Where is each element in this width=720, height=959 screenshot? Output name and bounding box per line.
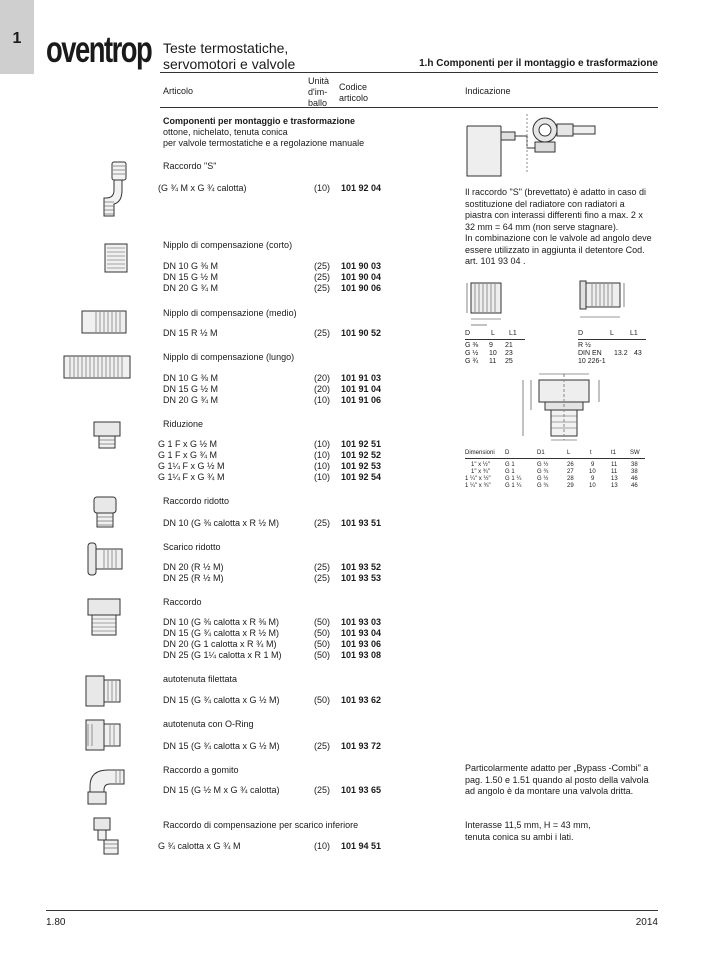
row-desc: G 1¼ F x G ½ M xyxy=(158,461,225,471)
row-desc: DN 20 (G 1 calotta x R ¾ M) xyxy=(163,639,277,649)
nipple-right-row: R ½ xyxy=(578,342,591,349)
row-code: 101 90 04 xyxy=(341,272,382,282)
nipple-table-right-rule xyxy=(578,339,646,340)
row-desc: DN 25 (G 1¼ calotta x R 1 M) xyxy=(163,650,282,660)
row-code: 101 93 52 xyxy=(341,562,382,572)
row-unit: (20) xyxy=(314,384,331,394)
row-code: 101 92 52 xyxy=(341,450,382,460)
row-desc: DN 15 (G ¾ calotta x G ½ M) xyxy=(163,695,280,705)
row-unit: (10) xyxy=(314,450,331,460)
group-title: autotenuta con O-Ring xyxy=(163,719,254,729)
title-line-1: Teste termostatiche, xyxy=(163,40,289,56)
row-unit: (25) xyxy=(314,785,331,795)
row-code: 101 91 03 xyxy=(341,373,382,383)
row-unit: (25) xyxy=(314,328,331,338)
raccordo-s-illustration xyxy=(100,160,130,218)
group-title: Nipplo di compensazione (lungo) xyxy=(163,352,295,362)
column-header-rule xyxy=(160,107,658,108)
row-unit: (50) xyxy=(314,695,331,705)
row-unit: (10) xyxy=(314,461,331,471)
row-desc: DN 15 (G ¾ calotta x G ½ M) xyxy=(163,741,280,751)
reduction-table-header: Dimensioni D D1 L t t1 SW xyxy=(465,450,640,456)
row-desc: DN 15 R ½ M xyxy=(163,328,218,338)
nipple-right-row: 10 226-1 xyxy=(578,358,606,365)
row-code: 101 92 54 xyxy=(341,472,382,482)
raccordo-s-installation-drawing xyxy=(465,112,605,178)
row-unit: (25) xyxy=(314,573,331,583)
reduction-row: 1 ¼" x ½" G 1 ¼ G ½ 28 9 13 46 xyxy=(465,476,638,482)
row-code: 101 93 53 xyxy=(341,573,382,583)
page-title xyxy=(163,40,295,72)
reduction-row: 1 ¼" x ¾" G 1 ¼ G ¾ 29 10 13 46 xyxy=(465,483,638,489)
nipple-short-illustration xyxy=(103,242,129,274)
row-desc: G 1¼ F x G ¾ M xyxy=(158,472,225,482)
row-unit: (25) xyxy=(314,272,331,282)
row-code: 101 91 06 xyxy=(341,395,382,405)
row-desc: DN 15 G ½ M xyxy=(163,272,219,282)
brand-logo: oventrop xyxy=(46,29,152,70)
group-title: Nipplo di compensazione (medio) xyxy=(163,308,297,318)
row-unit: (10) xyxy=(314,841,331,851)
nipple-dimension-drawing-left xyxy=(465,275,525,329)
row-code: 101 92 51 xyxy=(341,439,382,449)
row-desc: G 1 F x G ½ M xyxy=(158,439,218,449)
row-unit: (50) xyxy=(314,650,331,660)
row-code: 101 94 51 xyxy=(341,841,382,851)
intro-line-2: per valvole termostatiche e a regolazione manuale xyxy=(163,138,365,148)
row-desc: (G ¾ M x G ¾ calotta) xyxy=(158,183,247,193)
row-desc: DN 15 G ½ M xyxy=(163,384,219,394)
reduction-illustration xyxy=(92,418,122,450)
row-desc: DN 20 (R ½ M) xyxy=(163,562,224,572)
row-unit: (10) xyxy=(314,472,331,482)
row-code: 101 93 06 xyxy=(341,639,382,649)
nipple-dimension-drawing-right xyxy=(578,275,638,329)
reduction-dimension-drawing xyxy=(515,370,611,442)
page-number: 1.80 xyxy=(46,917,66,928)
reduction-table-rule xyxy=(465,458,645,459)
row-desc: DN 25 (R ½ M) xyxy=(163,573,224,583)
title-line-2: servomotori e valvole xyxy=(163,56,296,72)
row-unit: (50) xyxy=(314,639,331,649)
nipple-medium-illustration xyxy=(80,307,130,337)
row-desc: DN 10 (G ⅜ calotta x R ½ M) xyxy=(163,518,280,528)
group-title: Scarico ridotto xyxy=(163,542,221,552)
group-title: Nipplo di compensazione (corto) xyxy=(163,240,293,250)
row-code: 101 93 65 xyxy=(341,785,382,795)
row-unit: (10) xyxy=(314,439,331,449)
raccordo-gomito-illustration xyxy=(84,762,134,806)
row-code: 101 90 52 xyxy=(341,328,382,338)
intro-line-1: ottone, nichelato, tenuta conica xyxy=(163,127,288,137)
row-unit: (25) xyxy=(314,283,331,293)
row-code: 101 93 04 xyxy=(341,628,382,638)
row-code: 101 90 03 xyxy=(341,261,382,271)
row-desc: G ¾ calotta x G ¾ M xyxy=(158,841,241,851)
group-title: Raccordo di compensazione per scarico inferiore xyxy=(163,820,359,830)
row-desc: DN 15 (G ¾ calotta x R ½ M) xyxy=(163,628,280,638)
group-title: Raccordo xyxy=(163,597,202,607)
row-code: 101 93 08 xyxy=(341,650,382,660)
col-header-articolo: Articolo xyxy=(163,86,194,96)
row-code: 101 90 06 xyxy=(341,283,382,293)
row-unit: (10) xyxy=(314,395,331,405)
row-code: 101 92 53 xyxy=(341,461,382,471)
footer-year: 2014 xyxy=(635,917,658,928)
row-unit: (20) xyxy=(314,373,331,383)
desc-raccordo-gomito: Particolarmente adatto per „Bypass -Combi" a pag. 1.50 e 1.51 quando al posto della valvola ad angolo è da montare una valvola dritta. xyxy=(465,763,649,796)
row-code: 101 93 62 xyxy=(341,695,382,705)
autotenuta-filettata-illustration xyxy=(84,672,124,710)
raccordo-ridotto-illustration xyxy=(90,495,120,529)
group-title: Raccordo "S" xyxy=(163,161,217,171)
row-code: 101 93 72 xyxy=(341,741,382,751)
reduction-row: 1" x ½" G 1 G ½ 26 9 11 38 xyxy=(471,462,638,468)
row-unit: (25) xyxy=(314,261,331,271)
section-title: 1.h Componenti per il montaggio e trasformazione xyxy=(419,58,658,69)
row-desc: G 1 F x G ¾ M xyxy=(158,450,218,460)
row-unit: (25) xyxy=(314,518,331,528)
row-desc: DN 10 G ⅜ M xyxy=(163,373,219,383)
row-unit: (50) xyxy=(314,628,331,638)
row-unit: (10) xyxy=(314,183,331,193)
raccordo-illustration xyxy=(84,597,124,637)
intro-heading: Componenti per montaggio e trasformazione xyxy=(163,116,356,126)
row-code: 101 93 51 xyxy=(341,518,382,528)
chapter-number: 1 xyxy=(12,30,22,47)
row-unit: (50) xyxy=(314,617,331,627)
row-desc: DN 10 (G ⅜ calotta x R ⅜ M) xyxy=(163,617,280,627)
header-rule xyxy=(160,72,658,73)
nipple-table-rule xyxy=(465,339,525,340)
row-desc: DN 20 G ¾ M xyxy=(163,395,219,405)
raccordo-compensazione-illustration xyxy=(90,816,122,858)
row-code: 101 93 03 xyxy=(341,617,382,627)
group-title: Riduzione xyxy=(163,419,204,429)
row-desc: DN 15 (G ½ M x G ¾ calotta) xyxy=(163,785,280,795)
group-title: autotenuta filettata xyxy=(163,674,238,684)
row-unit: (25) xyxy=(314,562,331,572)
row-unit: (25) xyxy=(314,741,331,751)
desc-raccordo-s: Il raccordo "S" (brevettato) è adatto in caso di sostituzione del radiatore con radiatori a piastra con interassi differenti fino a max. 2 x 32 mm = 64 mm (non serve stagnare). In combinazione con le valvole ad angolo deve essere utilizzato in aggiunta il detentore Cod. art. 101 93 04 . xyxy=(465,187,652,266)
autotenuta-oring-illustration xyxy=(84,716,124,754)
col-header-codice: Codice articolo xyxy=(339,82,369,103)
col-header-indicazione: Indicazione xyxy=(465,86,511,96)
group-title: Raccordo a gomito xyxy=(163,765,239,775)
row-desc: DN 20 G ¾ M xyxy=(163,283,219,293)
footer-rule xyxy=(46,910,658,911)
row-code: 101 91 04 xyxy=(341,384,382,394)
row-desc: DN 10 G ⅜ M xyxy=(163,261,219,271)
col-header-unita: Unità d'im- ballo xyxy=(308,76,330,108)
scarico-ridotto-illustration xyxy=(86,541,126,577)
desc-compensazione: Interasse 11,5 mm, H = 43 mm, tenuta conica su ambi i lati. xyxy=(465,820,591,842)
row-code: 101 92 04 xyxy=(341,183,382,193)
reduction-row: 1" x ¾" G 1 G ¾ 27 10 11 38 xyxy=(471,469,638,475)
group-title: Raccordo ridotto xyxy=(163,496,230,506)
nipple-long-illustration xyxy=(62,352,134,382)
